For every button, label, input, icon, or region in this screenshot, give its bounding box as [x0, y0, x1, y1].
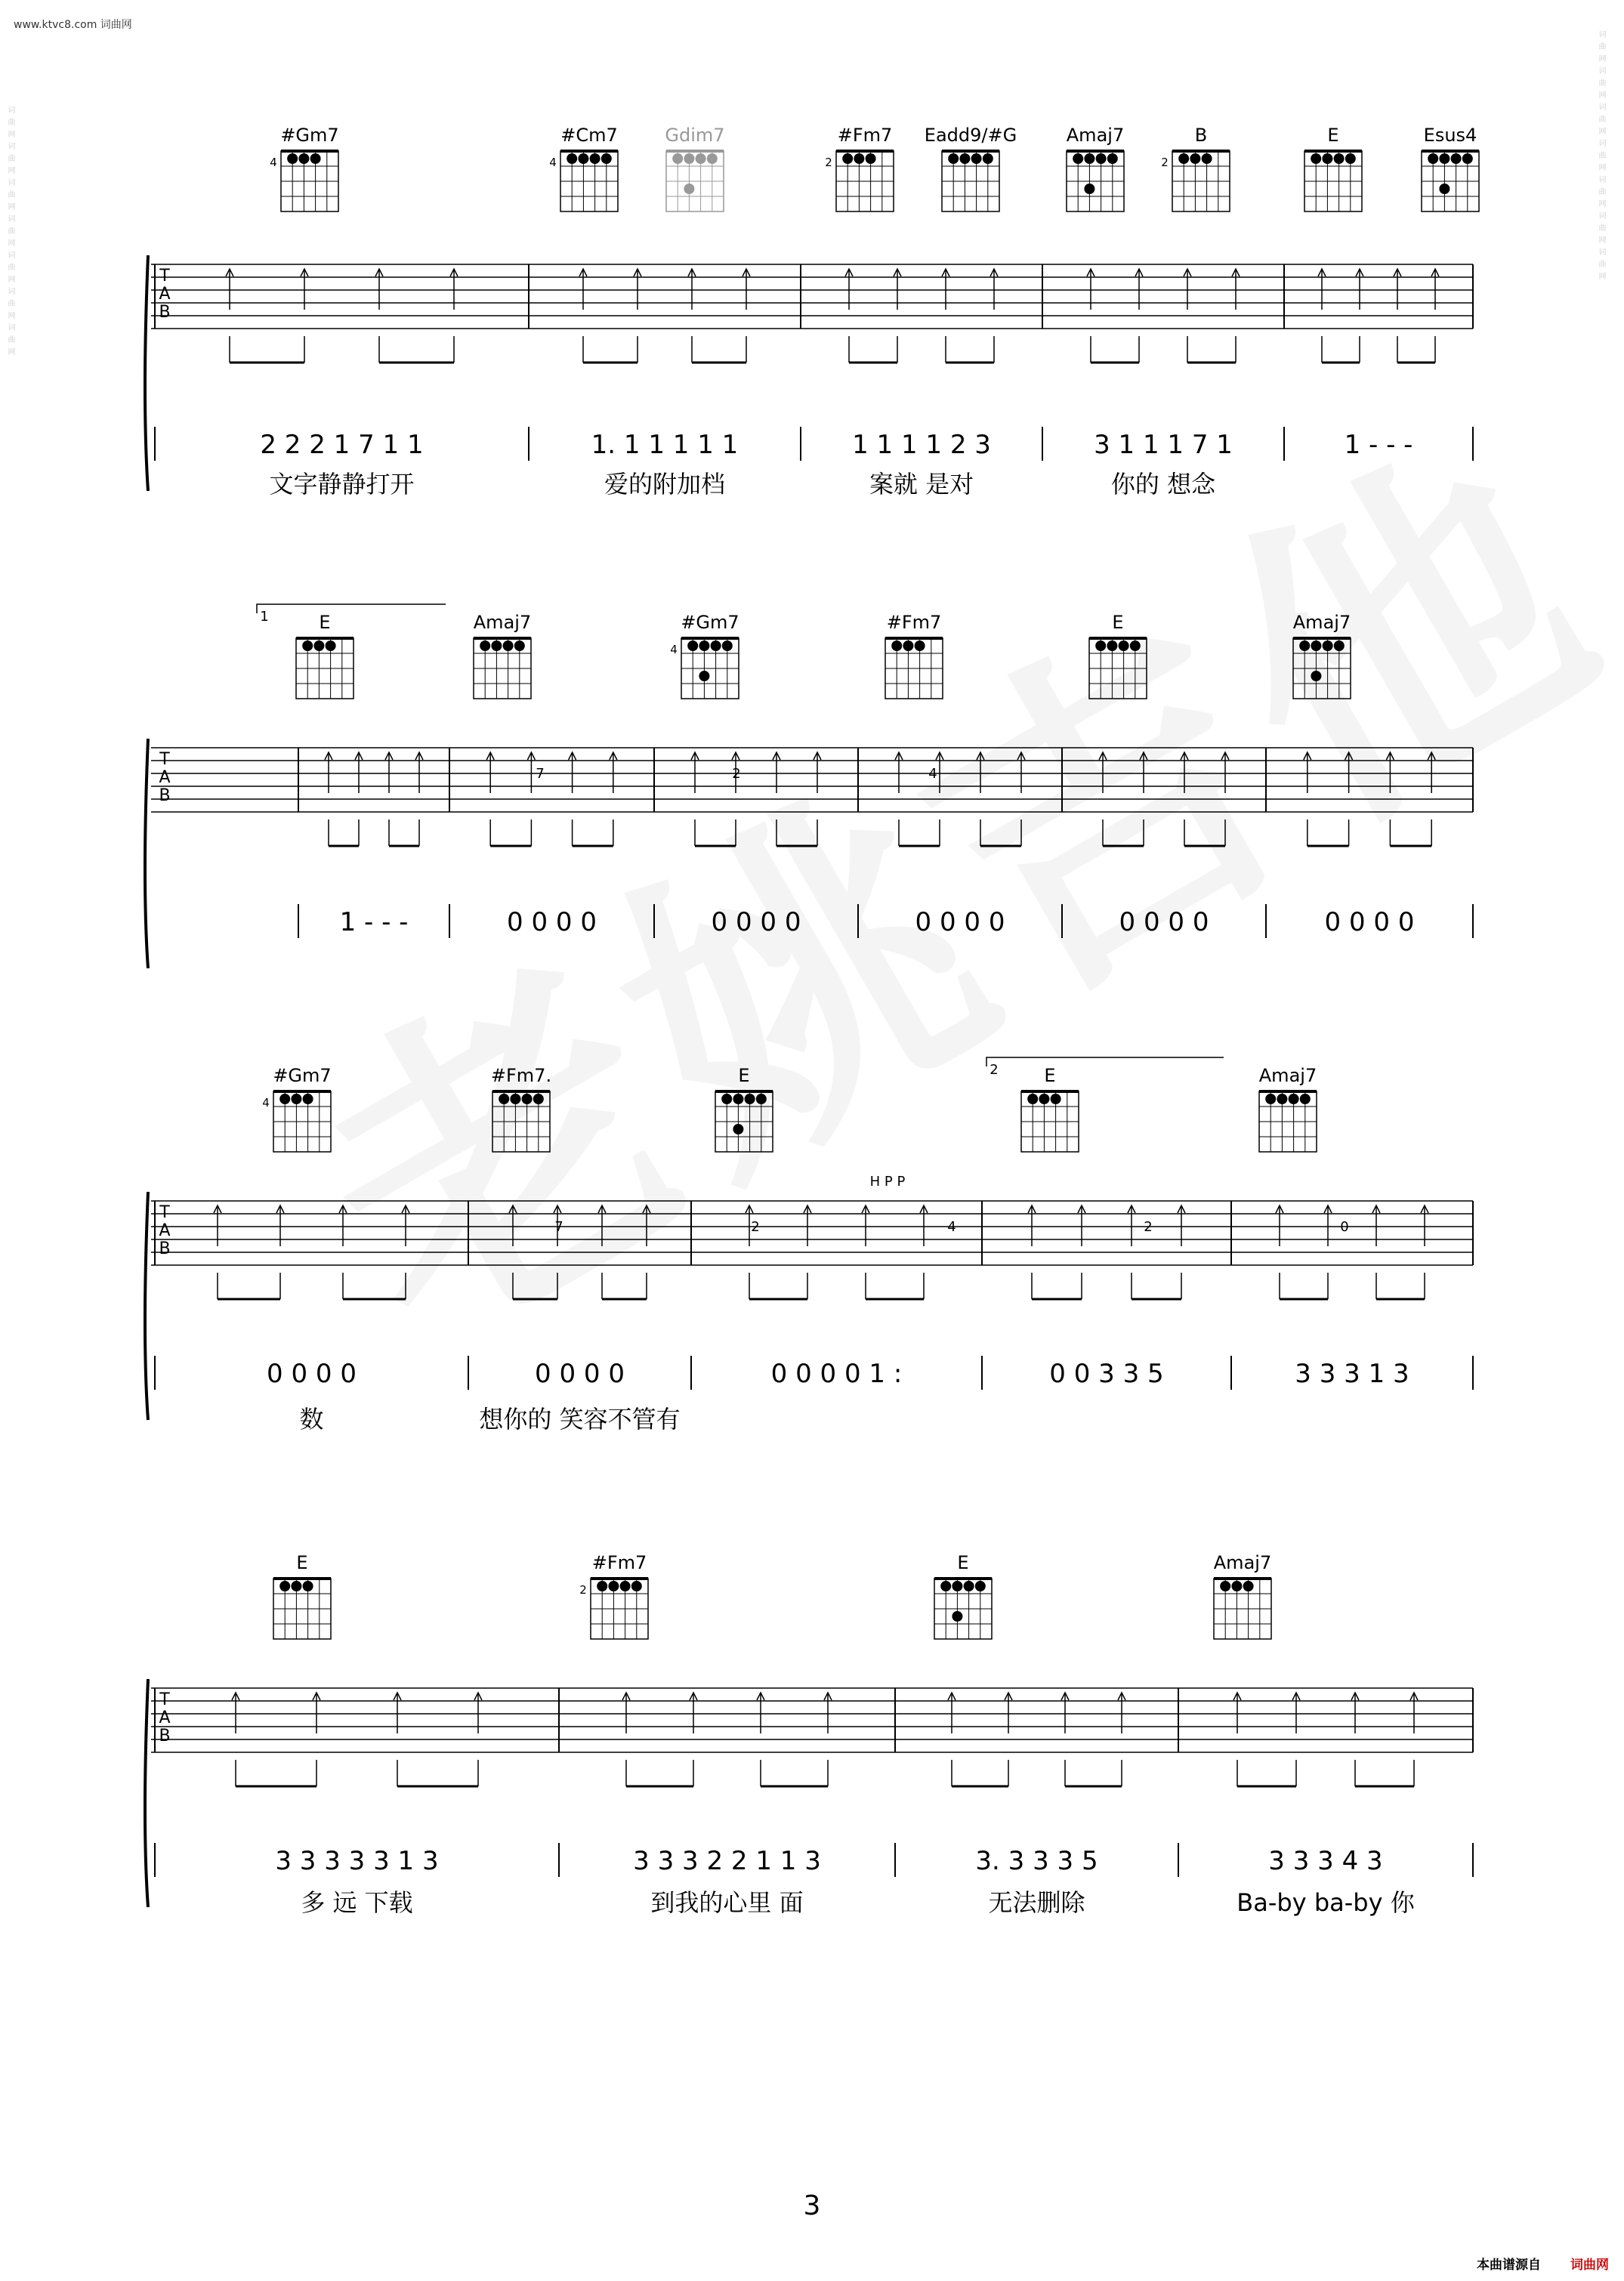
jianpu-notes: 1 1 1 1 2 3	[852, 430, 991, 460]
chord-name: E	[1327, 125, 1339, 146]
chord-dot	[684, 184, 694, 194]
chord-name: #Gm7	[273, 1065, 332, 1086]
lyric-line: 文字静静打开	[269, 470, 415, 498]
chord-name: Amaj7	[1292, 612, 1351, 633]
tab-clef-letter: A	[159, 285, 171, 304]
jianpu-notes: 3. 3 3 3 5	[975, 1846, 1098, 1876]
chord-name: #Fm7.	[490, 1065, 552, 1086]
chord-dot	[326, 640, 336, 651]
chord-name: #Cm7	[560, 125, 618, 146]
jianpu-notes: 0 0 0 0	[915, 907, 1005, 937]
lyric-line: 数	[299, 1405, 324, 1434]
chord-dot	[597, 1581, 607, 1591]
jianpu-notes: 3 3 3 2 2 1 1 3	[633, 1846, 821, 1876]
chord-name: Amaj7	[473, 612, 532, 633]
chord-name: #Fm7	[837, 125, 893, 146]
chord-dot	[601, 153, 612, 164]
chord-dot	[842, 153, 853, 164]
tab-clef-letter: A	[159, 768, 171, 787]
tab-clef-letter: B	[159, 1727, 171, 1745]
tab-fret-number: 7	[536, 766, 545, 782]
chord-dot	[1073, 153, 1083, 164]
system-brace	[145, 1192, 148, 1420]
chord-dot	[1231, 1581, 1242, 1591]
jianpu-notes: 0 0 0 0	[1324, 907, 1415, 937]
chord-name: Eadd9/#G	[924, 125, 1017, 146]
chord-dot	[1439, 184, 1450, 194]
chord-dot	[1051, 1094, 1061, 1104]
tab-clef-letter: B	[159, 786, 171, 805]
system-brace	[145, 739, 148, 968]
chord-fret-number: 2	[1161, 156, 1169, 169]
chord-dot	[1289, 1094, 1299, 1104]
chord-dot	[1096, 153, 1107, 164]
chord-dot	[291, 1581, 301, 1591]
side-watermark-right: 词曲网词曲网词曲网词曲网词曲网词曲网词曲网	[1597, 30, 1605, 284]
chord-dot	[1265, 1094, 1276, 1104]
tab-clef-letter: A	[159, 1708, 171, 1727]
tab-clef-letter: B	[159, 1239, 171, 1258]
chord-fret-number: 4	[670, 643, 678, 656]
chord-dot	[948, 153, 959, 164]
technique-marks: H P P	[869, 1174, 906, 1190]
chord-dot	[1220, 1581, 1230, 1591]
chord-dot	[952, 1611, 962, 1622]
jianpu-notes: 1 - - -	[1344, 430, 1413, 460]
tab-fret-number: 2	[732, 766, 741, 782]
chord-dot	[866, 153, 876, 164]
jianpu-notes: 1 - - -	[339, 907, 409, 937]
chord-name: Gdim7	[665, 125, 725, 146]
tab-clef-letter: T	[159, 267, 170, 286]
tab-fret-number: 7	[554, 1219, 563, 1235]
chord-dot	[578, 153, 588, 164]
volta-number: 1	[260, 609, 269, 625]
page-number: 3	[803, 2190, 821, 2221]
chord-dot	[514, 640, 525, 651]
site-header: www.ktvc8.com 词曲网	[14, 19, 132, 31]
tab-clef-letter: A	[159, 1221, 171, 1240]
chord-dot	[620, 1581, 631, 1591]
chord-dot	[1462, 153, 1473, 164]
jianpu-notes: 0 0 0 0	[711, 907, 801, 937]
chord-dot	[1451, 153, 1462, 164]
chord-dot	[696, 153, 706, 164]
chord-name: B	[1194, 125, 1208, 146]
chord-dot	[1039, 1094, 1049, 1104]
jianpu-notes: 3 3 3 3 3 1 3	[275, 1846, 439, 1876]
chord-dot	[480, 640, 490, 651]
jianpu-notes: 0 0 0 0	[535, 1359, 625, 1389]
tab-fret-number: 2	[1144, 1219, 1153, 1235]
chord-dot	[503, 640, 514, 651]
tab-fret-number: 0	[1340, 1219, 1349, 1235]
chord-fret-number: 4	[270, 156, 277, 169]
jianpu-notes: 3 3 3 1 3	[1295, 1359, 1409, 1389]
system-brace	[145, 1679, 148, 1907]
jianpu-notes: 0 0 0 0	[1119, 907, 1209, 937]
lyric-line: Ba-by ba-by 你	[1237, 1888, 1415, 1917]
chord-dot	[313, 640, 324, 651]
chord-dot	[298, 153, 309, 164]
chord-dot	[1334, 153, 1345, 164]
chord-dot	[707, 153, 718, 164]
chord-dot	[608, 1581, 619, 1591]
jianpu-notes: 0 0 0 0	[507, 907, 597, 937]
tab-clef-letter: B	[159, 303, 171, 322]
chord-dot	[310, 153, 321, 164]
jianpu-notes: 1. 1 1 1 1 1	[591, 430, 739, 460]
chord-dot	[491, 640, 502, 651]
chord-name: #Fm7	[886, 612, 942, 633]
chord-name: Amaj7	[1066, 125, 1125, 146]
chord-dot	[631, 1581, 642, 1591]
jianpu-notes: 0 0 3 3 5	[1049, 1359, 1164, 1389]
chord-name: Amaj7	[1213, 1552, 1272, 1573]
chord-dot	[567, 153, 577, 164]
chord-fret-number: 2	[825, 156, 832, 169]
chord-dot	[952, 1581, 962, 1591]
jianpu-notes: 0 0 0 0	[267, 1359, 357, 1389]
chord-dot	[1439, 153, 1450, 164]
tab-fret-number: 4	[928, 766, 937, 782]
system-brace	[145, 255, 148, 491]
chord-fret-number: 4	[549, 156, 557, 169]
chord-name: E	[1044, 1065, 1056, 1086]
chord-fret-number: 2	[579, 1583, 587, 1597]
chord-name: #Gm7	[280, 125, 339, 146]
chord-dot	[1107, 153, 1118, 164]
tab-clef-letter: T	[159, 750, 170, 769]
chord-dot	[971, 153, 982, 164]
chord-dot	[1345, 153, 1356, 164]
lyric-line: 多 远 下载	[301, 1888, 413, 1917]
chord-dot	[711, 640, 721, 651]
chord-dot	[1243, 1581, 1254, 1591]
chord-dot	[699, 640, 709, 651]
chord-dot	[303, 1581, 313, 1591]
chord-name: Esus4	[1423, 125, 1477, 146]
jianpu-notes: 2 2 2 1 7 1 1	[260, 430, 424, 460]
chord-dot	[1277, 1094, 1287, 1104]
chord-dot	[590, 153, 601, 164]
chord-dot	[672, 153, 683, 164]
lyric-line: 无法删除	[988, 1888, 1085, 1917]
chord-dot	[1322, 153, 1332, 164]
chord-dot	[1190, 153, 1200, 164]
chord-dot	[287, 153, 298, 164]
chord-name: E	[296, 1552, 308, 1573]
chord-dot	[1178, 153, 1189, 164]
chord-dot	[1428, 153, 1438, 164]
chord-name: E	[1112, 612, 1124, 633]
tab-clef-letter: T	[159, 1690, 170, 1709]
chord-name: E	[738, 1065, 750, 1086]
jianpu-notes: 3 3 3 4 3	[1268, 1846, 1383, 1876]
tab-fret-number: 2	[751, 1219, 760, 1235]
tab-fret-number: 4	[947, 1219, 956, 1235]
chord-dot	[687, 640, 698, 651]
chord-dot	[975, 1581, 986, 1591]
chord-dot	[699, 671, 709, 681]
chord-name: E	[957, 1552, 969, 1573]
footer-source-label: 本曲谱源自	[1477, 2258, 1541, 2273]
chord-name: E	[319, 612, 331, 633]
volta-number: 2	[990, 1062, 999, 1078]
chord-dot	[302, 640, 313, 651]
volta-bracket	[257, 604, 446, 613]
chord-dot	[1202, 153, 1212, 164]
footer-site-label: 词曲网	[1570, 2258, 1609, 2273]
tab-clef-letter: T	[159, 1203, 170, 1222]
chord-dot	[1300, 1094, 1311, 1104]
chord-dot	[722, 640, 733, 651]
chord-dot	[1311, 153, 1321, 164]
side-watermark-left: 词曲网词曲网词曲网词曲网词曲网词曲网词曲网	[6, 106, 14, 360]
chord-dot	[1084, 184, 1095, 194]
lyric-line: 你的 想念	[1110, 470, 1216, 498]
chord-dot	[279, 1581, 290, 1591]
chord-dot	[964, 1581, 974, 1591]
chord-dot	[1084, 153, 1095, 164]
jianpu-notes: 0 0 0 0 1 :	[770, 1359, 903, 1389]
chord-dot	[940, 1581, 951, 1591]
lyric-line: 想你的 笑容不管有	[479, 1405, 681, 1434]
chord-fret-number: 4	[262, 1096, 270, 1110]
jianpu-notes: 3 1 1 1 7 1	[1094, 430, 1233, 460]
chord-name: #Gm7	[681, 612, 739, 633]
chord-dot	[959, 153, 970, 164]
lyric-line: 案就 是对	[869, 470, 974, 498]
chord-dot	[983, 153, 993, 164]
chord-dot	[684, 153, 694, 164]
chord-name: Amaj7	[1258, 1065, 1317, 1086]
chord-dot	[854, 153, 864, 164]
lyric-line: 爱的附加档	[604, 470, 726, 498]
chord-name: #Fm7	[591, 1552, 647, 1573]
lyric-line: 到我的心里 面	[650, 1888, 804, 1917]
